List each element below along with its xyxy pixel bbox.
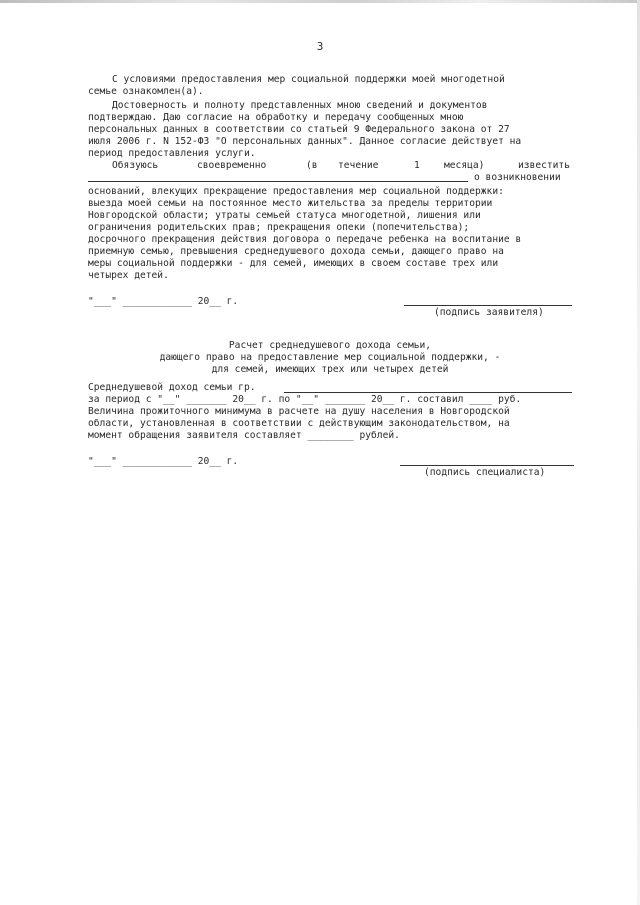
obligation-line-10: четырех детей. — [88, 270, 169, 281]
calc-title-line-3: для семей, имеющих трех или четырех детей — [211, 364, 449, 375]
obligation-line-5: Новгородской области; утраты семьей статуса многодетной, лишения или — [88, 210, 481, 221]
obligation-line-7: досрочного прекращения действия договора о передаче ребенка на воспитание в — [88, 234, 522, 245]
obligation-line-8: приемную семью, превышения среднедушевого дохода семьи, дающего право на — [88, 246, 504, 257]
applicant-signature-line — [404, 305, 572, 306]
obligation-word-7: известить — [518, 160, 570, 171]
consent-line-7: период предоставления услуги. — [88, 148, 256, 159]
calc-line-5: момент обращения заявителя составляет ________ рублей. — [88, 430, 400, 441]
consent-line-6: июля 2006 г. N 152-ФЗ "О персональных данных". Данное согласие действует на — [88, 136, 522, 147]
consent-line-4: подтверждаю. Даю согласие на обработку и передачу сообщенных мною — [88, 112, 464, 123]
calc-line-2: за период с "__" _______ 20__ г. по "__" _______ 20__ г. составил ____ руб. — [88, 394, 522, 405]
obligation-word-3: (в — [306, 160, 318, 171]
family-name-blank-line — [284, 392, 572, 393]
obligation-line-9: меры социальной поддержки - для семей, имеющих в своем составе трех или — [88, 258, 499, 269]
obligation-word-6: месяца) — [444, 160, 485, 171]
calc-line-1-lead: Среднедушевой доход семьи гр. — [88, 382, 256, 393]
consent-line-1: С условиями предоставления мер социальной поддержки моей многодетной — [112, 74, 505, 85]
consent-line-3: Достоверность и полноту представленных мною сведений и документов — [112, 100, 488, 111]
obligation-word-5: 1 — [414, 160, 420, 171]
consent-line-2: семье ознакомлен(а). — [88, 86, 204, 97]
obligation-word-4: течение — [338, 160, 379, 171]
specialist-date-line: "___" ____________ 20__ г. — [88, 456, 239, 467]
specialist-signature-line — [400, 465, 574, 466]
calc-title-line-1: Расчет среднедушевого дохода семьи, — [228, 340, 432, 351]
obligation-line-4: выезда моей семьи на постоянное место жительства за пределы территории — [88, 198, 493, 209]
calc-line-3: Величина прожиточного минимума в расчете на душу населения в Новгородской — [88, 406, 510, 417]
obligation-word-1: Обязуюсь — [112, 160, 159, 171]
specialist-signature-caption: (подпись специалиста) — [424, 467, 546, 478]
organization-blank-line — [88, 181, 468, 182]
obligation-line-3: оснований, влекущих прекращение предоставления мер социальной поддержки: — [88, 186, 504, 197]
applicant-date-line: "___" ____________ 20__ г. — [88, 296, 239, 307]
obligation-line-6: ограничения родительских прав; прекращения опеки (попечительства); — [88, 222, 470, 233]
page-number: 3 — [316, 40, 324, 53]
calc-line-4: области, установленная в соответствии с действующим законодательством, на — [88, 418, 510, 429]
consent-line-5: персональных данных в соответствии со статьей 9 Федерального закона от 27 — [88, 124, 510, 135]
obligation-line-2-tail: о возникновении — [474, 172, 561, 183]
obligation-word-2: своевременно — [197, 160, 267, 171]
applicant-signature-caption: (подпись заявителя) — [434, 307, 544, 318]
scan-edge-top — [0, 0, 640, 3]
calc-title-line-2: дающего право на предоставление мер социальной поддержки, - — [159, 352, 501, 363]
